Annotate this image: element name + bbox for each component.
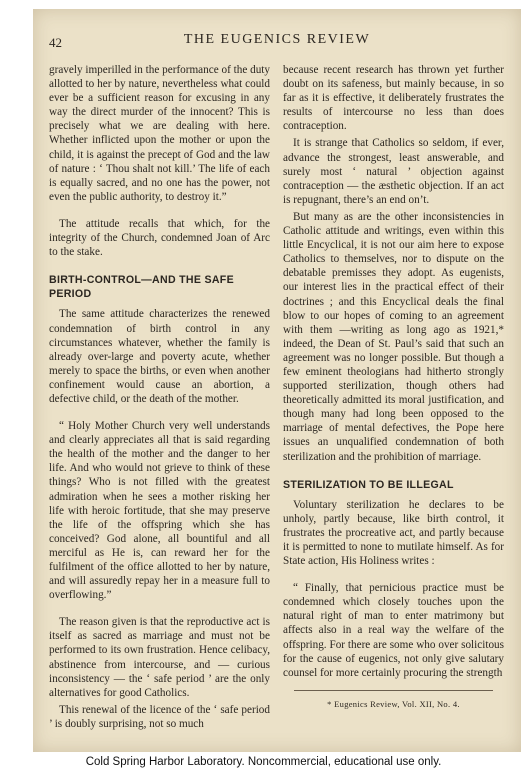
paragraph: It is strange that Catholics so seldom, if ever, advance the strongest, least answerable, and surely most ‘ natural ’ objection against contraception — the æsthetic objection. If an act is repugnant, there’s an end on’t. xyxy=(283,137,504,206)
running-title: THE EUGENICS REVIEW xyxy=(183,32,371,47)
paragraph: gravely imperilled in the performance of the duty allotted to her by nature, nevertheless what could ever be a sufficient reason for excusing in any way the direct murder of the innocent? This is precisely what we are dealing with here. Whether inflicted upon the mother or upon the child, it is against the precept of God and the law of nature : ‘ Thou shalt not kill.’ The life of each is equally sacred, and no one has the power, not even the public authority, to destroy it.” xyxy=(49,64,270,203)
paragraph: The reason given is that the reproductive act is itself as sacred as marriage and must not be performed to its own frustration. Hence celibacy, abstinence from intercourse, and — curious inconsistency — the ‘ safe period ’ are the only alternatives for good Catholics. xyxy=(49,616,270,699)
paragraph: Voluntary sterilization he declares to be unholy, partly because, like birth control, it frustrates the procreative act, and partly because it is permitted to none to mutilate himself. As for State action, His Holiness writes : xyxy=(283,498,504,568)
quotation: “ Finally, that pernicious practice must be condemned which closely touches upon the natural right of man to enter matrimony but affects also in a real way the welfare of the offspring. For there are some who over solicitous for the cause of eugenics, not only give salutary counsel for more certainly procuring the strength xyxy=(283,582,504,679)
paragraph: This renewal of the licence of the ‘ safe period ’ is doubly surprising, not so much xyxy=(49,703,270,730)
journal-page xyxy=(33,9,521,752)
footnote-rule xyxy=(294,690,493,691)
right-column xyxy=(283,63,504,711)
left-column xyxy=(49,63,270,734)
paragraph: But many as are the other inconsistencies in Catholic attitude and writings, even within this little Encyclical, it is not our aim here to expose Catholics to themselves, nor to dispute on the debatable premisses they adopt. As eugenists, our interest lies in the practical effect of their doctrines ; and this Encyclical deals the final blow to our hopes of coming to an agreement with them —writing as long ago as 1921,* indeed, the Dean of St. Paul’s said that such an agreement was no longer possible. But though a few eminent theologians had hitherto strongly supported sterilization, though others had theoretically admitted its moral justification, and though many had long been opposed to the marriage of mental defectives, the Pope here issues an unqualified condemnation of both sterilization and the prohibition of marriage. xyxy=(283,210,504,463)
footnote: * Eugenics Review, Vol. XII, No. 4. xyxy=(327,698,460,709)
section-heading-birth-control: BIRTH-CONTROL—AND THE SAFE PERIOD xyxy=(49,274,234,301)
paragraph: The same attitude characterizes the renewed condemnation of birth control in any circumstances whatever, whether the family is already over-large and poverty acute, whether merely to space the births, or even when another confinement would cause an abortion, a defective child, or the death of the mother. xyxy=(49,308,270,405)
archive-caption: Cold Spring Harbor Laboratory. Noncommercial, educational use only. xyxy=(85,756,442,768)
section-heading-sterilization: STERILIZATION TO BE ILLEGAL xyxy=(283,478,454,491)
paragraph: because recent research has thrown yet further doubt on its safeness, but mainly because, in so far as it is effective, it deliberately frustrates the results of intercourse no less than does contraception. xyxy=(283,64,504,133)
paragraph: The attitude recalls that which, for the integrity of the Church, condemned Joan of Arc to the stake. xyxy=(49,217,270,259)
page-number: 42 xyxy=(49,35,62,50)
quotation: “ Holy Mother Church very well understands and clearly appreciates all that is said regarding the health of the mother and the danger to her life. And who would not grieve to think of these things? Who is not filled with the greatest admiration when he sees a mother risking her life with heroic fortitude, that she may preserve the life of the offspring which she has conceived? God alone, all bountiful and all merciful as He is, can reward her for the fulfilment of the office allotted to her by nature, and will assuredly repay her in a measure full to overflowing.” xyxy=(49,420,270,602)
